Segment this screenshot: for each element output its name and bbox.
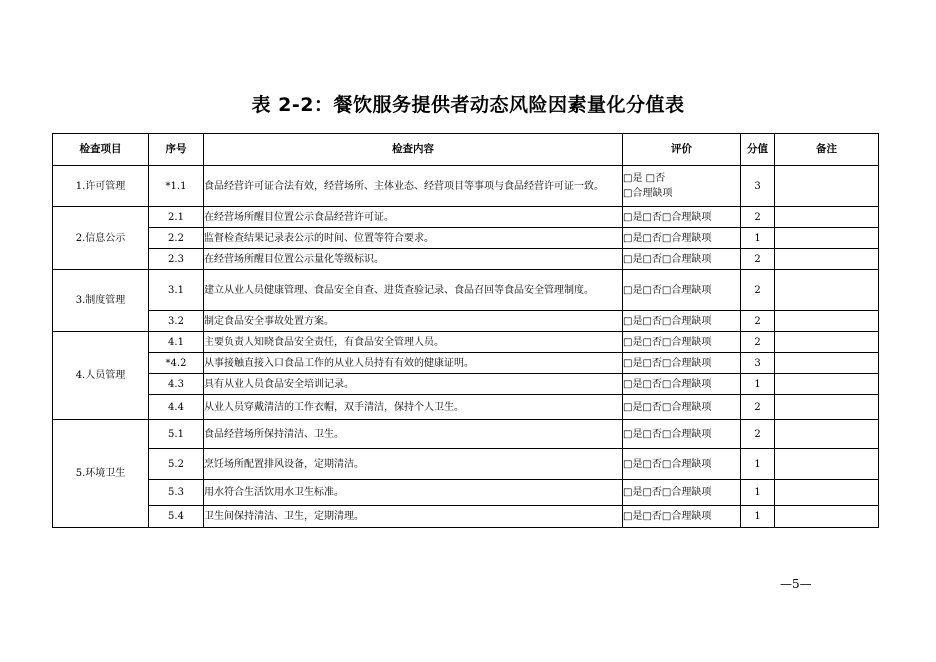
row-eval[interactable]: □是□否□合理缺项 bbox=[623, 249, 741, 270]
row-content: 卫生间保持清洁、卫生，定期清理。 bbox=[204, 506, 623, 528]
row-eval[interactable]: □是□否□合理缺项 bbox=[623, 395, 741, 420]
table-row bbox=[53, 166, 879, 207]
row-eval[interactable]: □是□否□合理缺项 bbox=[623, 311, 741, 332]
row-seq: *1.1 bbox=[149, 166, 204, 207]
category-info-disclosure: 2.信息公示 bbox=[53, 207, 149, 270]
row-score: 1 bbox=[741, 506, 775, 528]
row-seq: *4.2 bbox=[149, 353, 204, 374]
row-eval[interactable] bbox=[623, 166, 741, 207]
row-content: 食品经营场所保持清洁、卫生。 bbox=[204, 420, 623, 449]
row-content: 从业人员穿戴清洁的工作衣帽，双手清洁，保持个人卫生。 bbox=[204, 395, 623, 420]
row-seq: 4.4 bbox=[149, 395, 204, 420]
category-environmental-hygiene: 5.环境卫生 bbox=[53, 420, 149, 528]
row-score: 2 bbox=[741, 270, 775, 311]
row-eval[interactable]: □是□否□合理缺项 bbox=[623, 270, 741, 311]
row-content: 在经营场所醒目位置公示食品经营许可证。 bbox=[204, 207, 623, 228]
row-content: 具有从业人员食品安全培训记录。 bbox=[204, 374, 623, 395]
row-eval[interactable]: □是□否□合理缺项 bbox=[623, 353, 741, 374]
row-eval[interactable]: □是□否□合理缺项 bbox=[623, 420, 741, 449]
row-score: 2 bbox=[741, 249, 775, 270]
table-title: 表 2-2：餐饮服务提供者动态风险因素量化分值表 bbox=[251, 94, 685, 116]
row-content: 建立从业人员健康管理、食品安全自查、进货查验记录、食品召回等食品安全管理制度。 bbox=[204, 270, 623, 311]
row-content: 食品经营许可证合法有效，经营场所、主体业态、经营项目等事项与食品经营许可证一致。 bbox=[204, 166, 623, 207]
table-row bbox=[53, 353, 879, 374]
row-score: 1 bbox=[741, 228, 775, 249]
row-score: 1 bbox=[741, 449, 775, 480]
row-content: 在经营场所醒目位置公示量化等级标识。 bbox=[204, 249, 623, 270]
row-note[interactable] bbox=[775, 228, 879, 249]
row-note[interactable] bbox=[775, 395, 879, 420]
header-item: 检查项目 bbox=[53, 134, 149, 166]
row-seq: 5.4 bbox=[149, 506, 204, 528]
category-system-management: 3.制度管理 bbox=[53, 270, 149, 332]
table-row bbox=[53, 228, 879, 249]
row-eval[interactable]: □是□否□合理缺项 bbox=[623, 449, 741, 480]
row-eval[interactable]: □是□否□合理缺项 bbox=[623, 506, 741, 528]
row-score: 2 bbox=[741, 395, 775, 420]
header-row bbox=[53, 134, 879, 166]
row-seq: 5.3 bbox=[149, 480, 204, 506]
category-license: 1.许可管理 bbox=[53, 166, 149, 207]
row-score: 1 bbox=[741, 480, 775, 506]
header-score: 分值 bbox=[741, 134, 775, 166]
header-note: 备注 bbox=[775, 134, 879, 166]
table-row bbox=[53, 395, 879, 420]
row-note[interactable] bbox=[775, 353, 879, 374]
row-seq: 3.1 bbox=[149, 270, 204, 311]
table-row bbox=[53, 420, 879, 449]
row-content: 主要负责人知晓食品安全责任，有食品安全管理人员。 bbox=[204, 332, 623, 353]
table-row bbox=[53, 311, 879, 332]
row-seq: 4.1 bbox=[149, 332, 204, 353]
table-row bbox=[53, 270, 879, 311]
category-personnel-management: 4.人员管理 bbox=[53, 332, 149, 420]
row-note[interactable] bbox=[775, 449, 879, 480]
row-eval[interactable]: □是□否□合理缺项 bbox=[623, 228, 741, 249]
row-eval[interactable]: □是□否□合理缺项 bbox=[623, 207, 741, 228]
row-seq: 2.3 bbox=[149, 249, 204, 270]
table-row bbox=[53, 480, 879, 506]
row-content: 用水符合生活饮用水卫生标准。 bbox=[204, 480, 623, 506]
row-note[interactable] bbox=[775, 420, 879, 449]
row-score: 2 bbox=[741, 420, 775, 449]
eval-na-option[interactable]: □合理缺项 bbox=[623, 188, 673, 199]
row-seq: 5.2 bbox=[149, 449, 204, 480]
row-content: 从事接触直接入口食品工作的从业人员持有有效的健康证明。 bbox=[204, 353, 623, 374]
row-note[interactable] bbox=[775, 207, 879, 228]
table-row bbox=[53, 449, 879, 480]
row-note[interactable] bbox=[775, 270, 879, 311]
table-row bbox=[53, 332, 879, 353]
row-eval[interactable]: □是□否□合理缺项 bbox=[623, 332, 741, 353]
header-eval: 评价 bbox=[623, 134, 741, 166]
row-content: 制定食品安全事故处置方案。 bbox=[204, 311, 623, 332]
table-row bbox=[53, 374, 879, 395]
row-eval[interactable]: □是□否□合理缺项 bbox=[623, 480, 741, 506]
eval-options[interactable]: □是 □否 bbox=[623, 173, 666, 184]
page-number: —5— bbox=[780, 577, 812, 591]
row-note[interactable] bbox=[775, 480, 879, 506]
row-note[interactable] bbox=[775, 166, 879, 207]
row-score: 1 bbox=[741, 374, 775, 395]
row-seq: 5.1 bbox=[149, 420, 204, 449]
row-note[interactable] bbox=[775, 332, 879, 353]
row-seq: 3.2 bbox=[149, 311, 204, 332]
row-note[interactable] bbox=[775, 374, 879, 395]
row-note[interactable] bbox=[775, 249, 879, 270]
row-content: 烹饪场所配置排风设备，定期清洁。 bbox=[204, 449, 623, 480]
row-seq: 4.3 bbox=[149, 374, 204, 395]
header-seq: 序号 bbox=[149, 134, 204, 166]
row-score: 3 bbox=[741, 166, 775, 207]
row-seq: 2.2 bbox=[149, 228, 204, 249]
table-row bbox=[53, 207, 879, 228]
row-score: 2 bbox=[741, 311, 775, 332]
row-seq: 2.1 bbox=[149, 207, 204, 228]
table-row bbox=[53, 249, 879, 270]
row-content: 监督检查结果记录表公示的时间、位置等符合要求。 bbox=[204, 228, 623, 249]
row-note[interactable] bbox=[775, 311, 879, 332]
risk-score-table bbox=[52, 133, 879, 528]
header-content: 检查内容 bbox=[204, 134, 623, 166]
row-note[interactable] bbox=[775, 506, 879, 528]
row-score: 2 bbox=[741, 207, 775, 228]
table-row bbox=[53, 506, 879, 528]
row-score: 2 bbox=[741, 332, 775, 353]
row-score: 3 bbox=[741, 353, 775, 374]
row-eval[interactable]: □是□否□合理缺项 bbox=[623, 374, 741, 395]
